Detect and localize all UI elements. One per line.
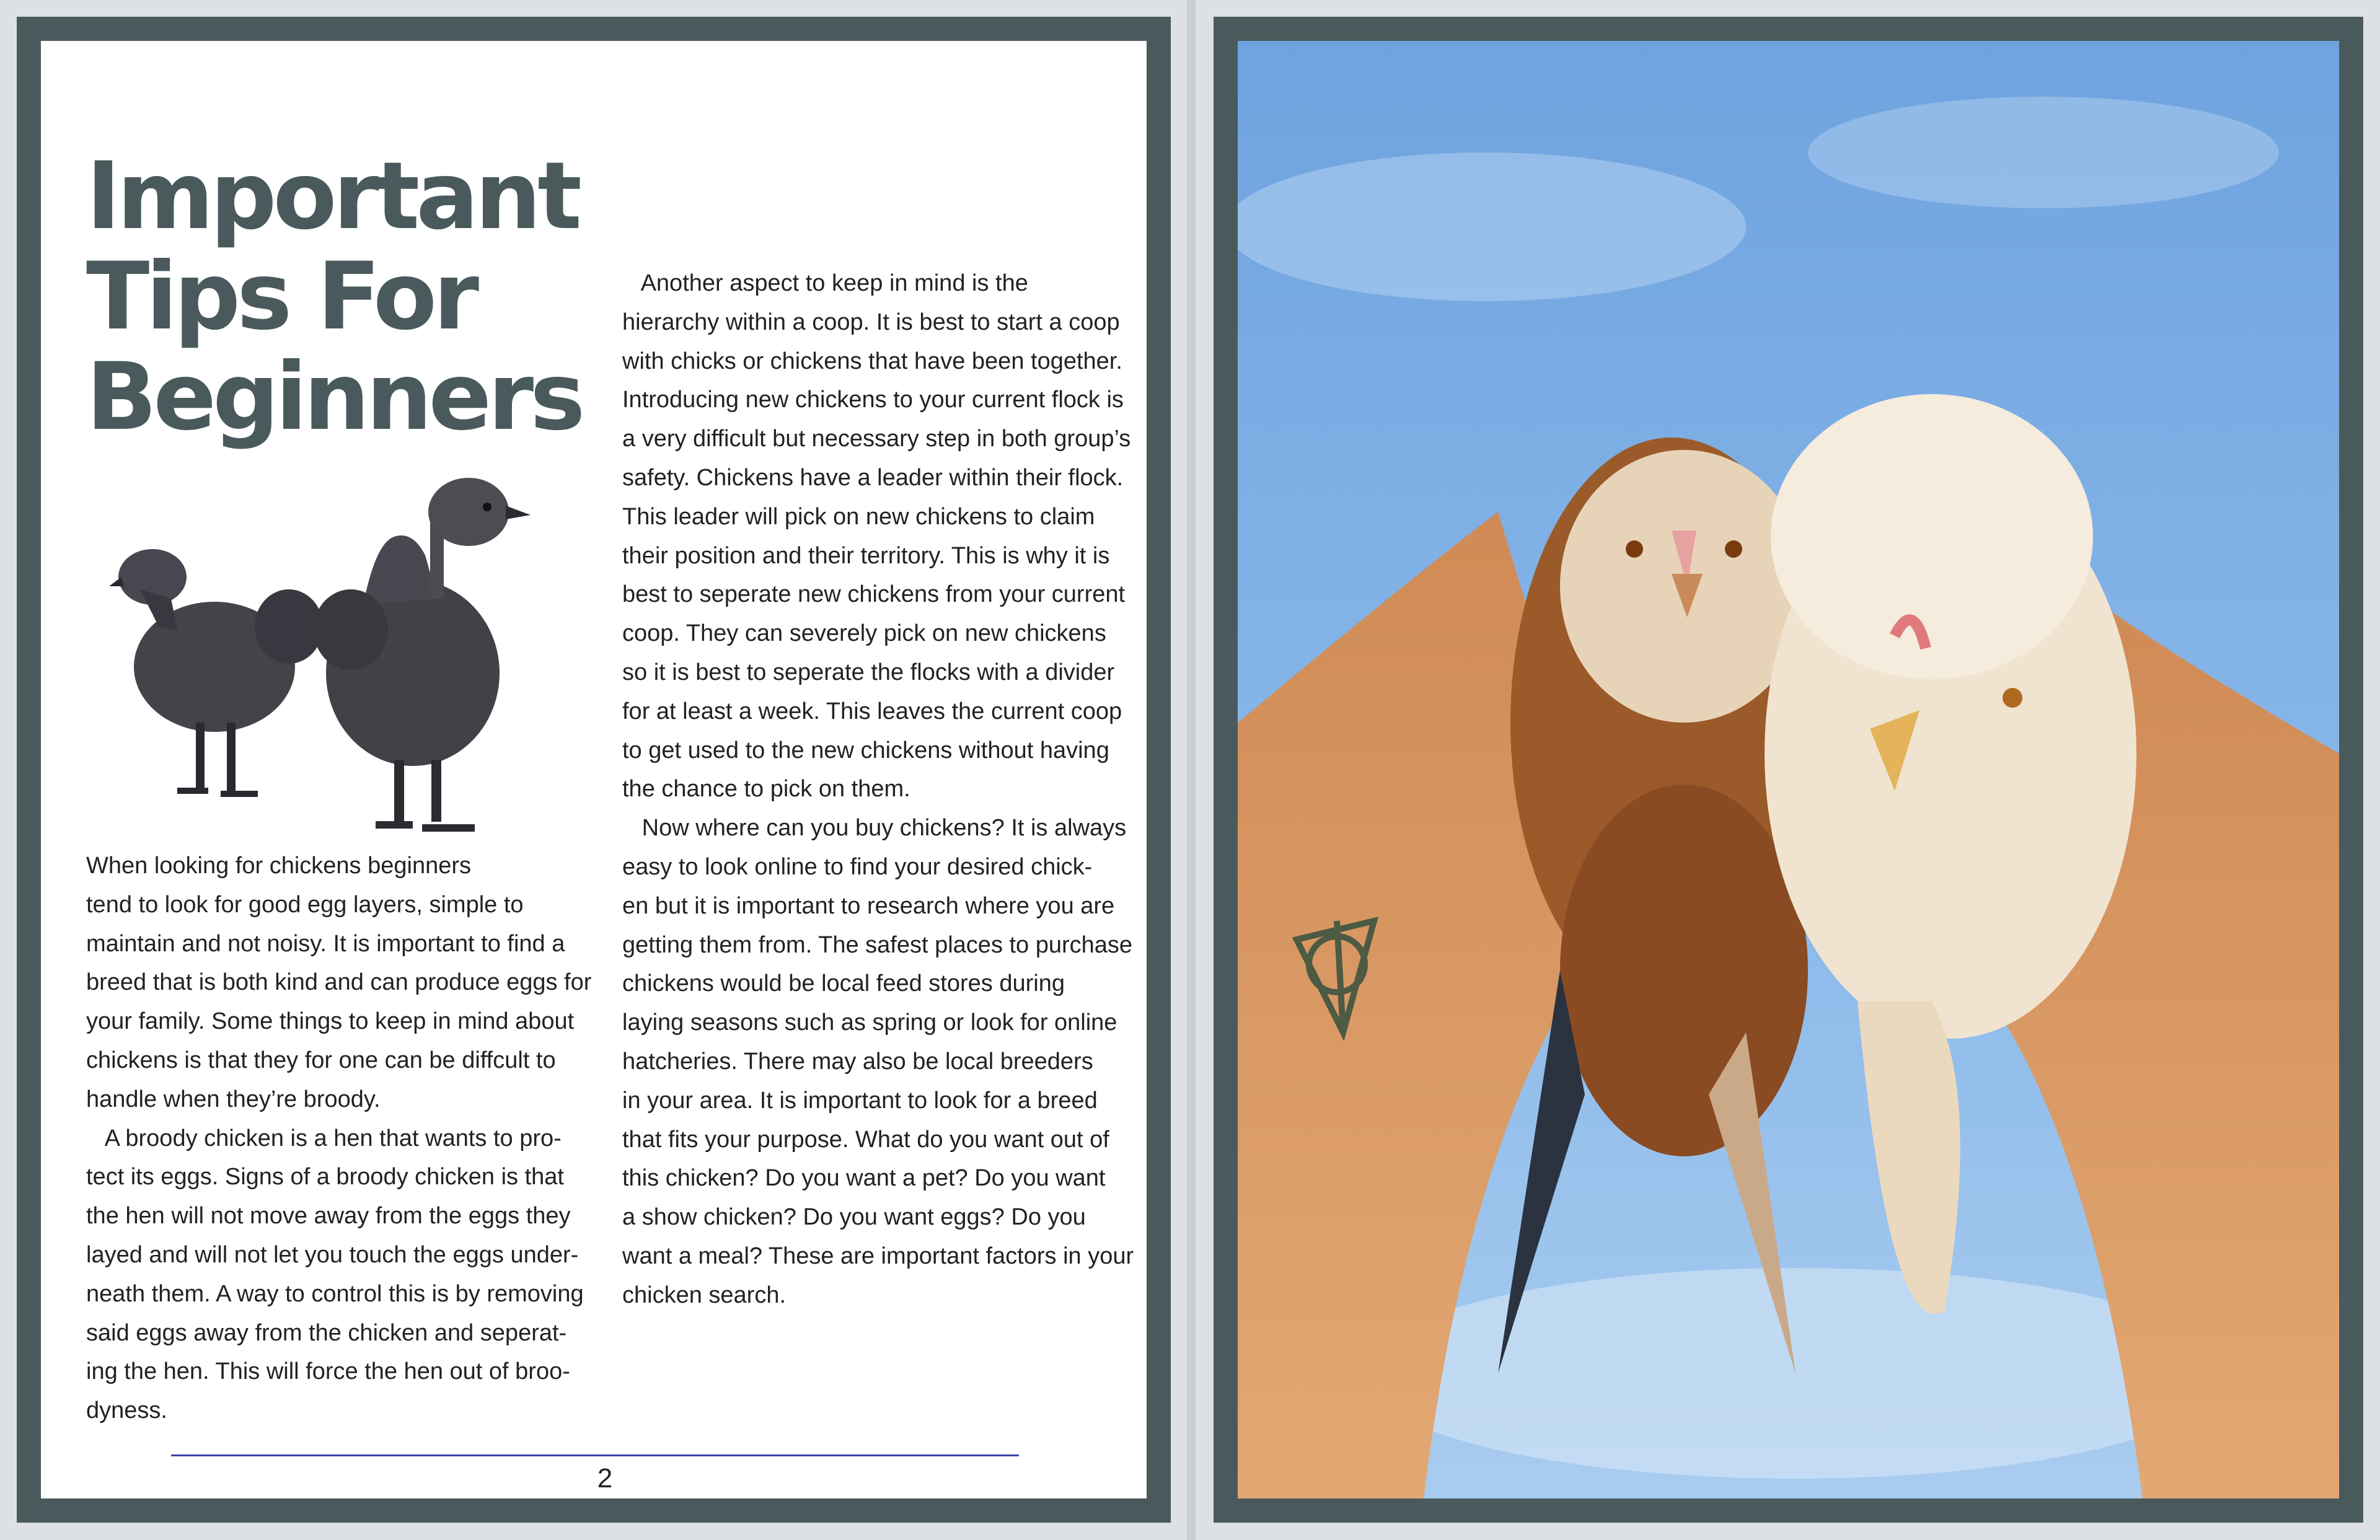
text-line: for at least a week. This leaves the current coop	[622, 698, 1122, 724]
text-line: their position and their territory. This is why it is	[622, 542, 1110, 569]
text-line: ing the hen. This will force the hen out of broo-	[86, 1358, 570, 1385]
text-line: a show chicken? Do you want eggs? Do you	[622, 1204, 1086, 1231]
text-line: When looking for chickens beginners	[86, 853, 472, 879]
chickens-photo	[1238, 41, 2339, 1498]
text-line: your family. Some things to keep in mind about	[86, 1008, 575, 1035]
text-line: chickens is that they for one can be diffcult to	[86, 1047, 556, 1073]
left-page	[17, 17, 1171, 1523]
text-line: chicken search.	[622, 1282, 787, 1308]
text-line: dyness.	[86, 1397, 167, 1424]
text-line: so it is best to seperate the flocks with a divider	[622, 659, 1115, 685]
title-line: Tips For	[86, 243, 476, 351]
page-title	[86, 143, 582, 451]
cloud	[1808, 97, 2279, 208]
text-line: Now where can you buy chickens? It is always	[622, 815, 1127, 842]
text-line: in your area. It is important to look for a breed	[622, 1087, 1098, 1114]
text-line: A broody chicken is a hen that wants to pro-	[86, 1125, 562, 1151]
text-line: the chance to pick on them.	[622, 776, 910, 803]
text-line: getting them from. The safest places to purchase	[622, 931, 1133, 958]
text-line: to get used to the new chickens without having	[622, 737, 1109, 763]
text-line: hierarchy within a coop. It is best to start a coop	[622, 309, 1120, 335]
text-line: a very difficult but necessary step in both group’s	[622, 426, 1131, 452]
text-line: this chicken? Do you want a pet? Do you want	[622, 1165, 1106, 1192]
text-line: neath them. A way to control this is by removing	[86, 1280, 584, 1307]
text-line: Introducing new chickens to your current flock is	[622, 387, 1124, 413]
left-text-column	[86, 847, 625, 1430]
text-line: coop. They can severely pick on new chickens	[622, 620, 1106, 647]
text-line: handle when they’re broody.	[86, 1086, 381, 1112]
text-line: layed and will not let you touch the eggs under-	[86, 1241, 579, 1268]
text-line: easy to look online to find your desired chick-	[622, 853, 1093, 880]
text-line: Another aspect to keep in mind is the	[622, 270, 1028, 296]
text-line: maintain and not noisy. It is important to find a	[86, 930, 565, 957]
text-line: want a meal? These are important factors in your	[622, 1243, 1134, 1269]
text-line: the hen will not move away from the eggs they	[86, 1203, 571, 1230]
text-line: en but it is important to research where you are	[622, 892, 1115, 919]
text-line: said eggs away from the chicken and seperat-	[86, 1319, 567, 1346]
title-line: Beginners	[86, 343, 582, 451]
right-text-column	[622, 264, 1161, 1315]
text-line: safety. Chickens have a leader within their flock.	[622, 464, 1124, 491]
text-line: breed that is both kind and can produce eggs for	[86, 969, 592, 996]
footer-rule	[171, 1454, 1019, 1456]
chicks-illustration	[103, 469, 617, 853]
text-line: with chicks or chickens that have been together.	[622, 348, 1122, 374]
text-line: tect its eggs. Signs of a broody chicken is that	[86, 1164, 564, 1190]
text-line: chickens would be local feed stores during	[622, 970, 1065, 997]
text-line: tend to look for good egg layers, simple to	[86, 891, 524, 918]
cloud	[1238, 152, 1746, 301]
small-chick-figure	[109, 549, 323, 794]
spread-gutter	[1187, 0, 1196, 1540]
text-line: laying seasons such as spring or look for online	[622, 1010, 1117, 1036]
text-line: This leader will pick on new chickens to claim	[622, 503, 1095, 530]
title-line: Important	[86, 143, 578, 250]
large-chick-figure	[314, 478, 531, 828]
right-page	[1214, 17, 2363, 1523]
text-line: hatcheries. There may also be local breeders	[622, 1048, 1093, 1075]
text-line: best to seperate new chickens from your current	[622, 581, 1126, 608]
page-number: 2	[597, 1463, 613, 1494]
text-line: that fits your purpose. What do you want out of	[622, 1126, 1109, 1153]
